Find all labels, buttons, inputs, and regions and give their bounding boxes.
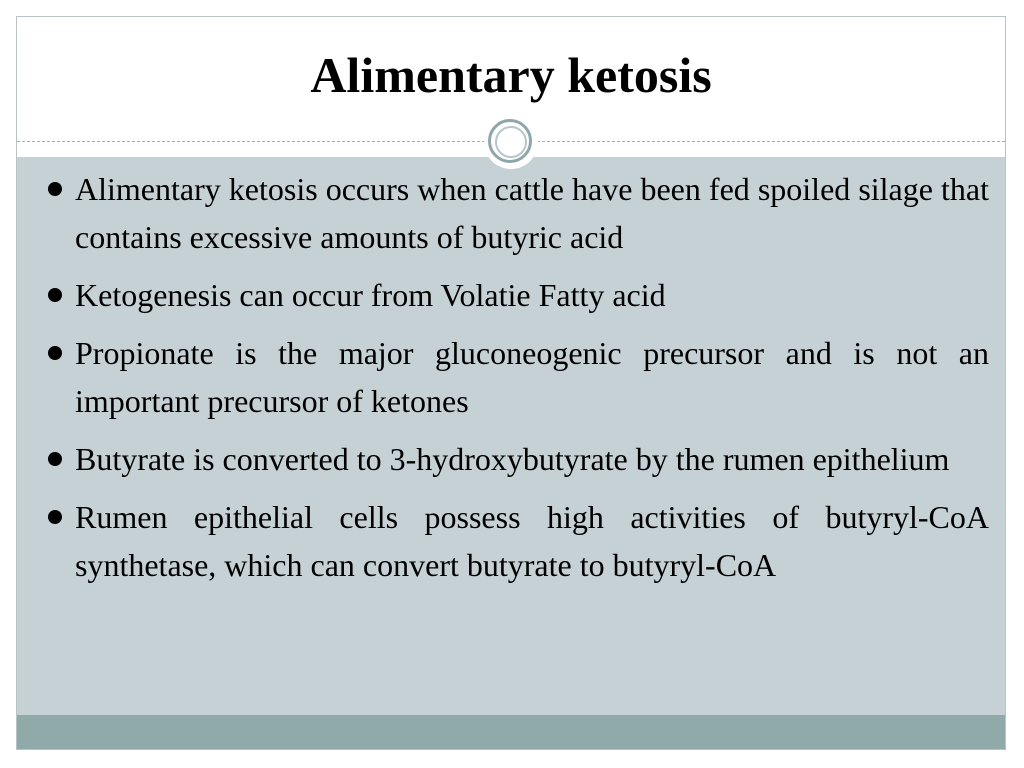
bullet-dot-icon: [48, 452, 62, 466]
bullet-item: [43, 435, 989, 483]
bullet-text: Ketogenesis can occur from Volatie Fatty acid: [75, 277, 666, 313]
bullet-item: [43, 329, 989, 425]
bullet-dot-icon: [48, 510, 62, 524]
bullet-dot-icon: [48, 346, 62, 360]
bullet-item: [43, 493, 989, 589]
footer-band: [17, 715, 1005, 749]
bullet-text: Propionate is the major gluconeogenic precursor and is not an important precursor of ketones: [75, 335, 989, 419]
bullet-item: [43, 271, 989, 319]
bullet-text: Butyrate is converted to 3-hydroxybutyrate by the rumen epithelium: [75, 441, 950, 477]
bullet-item: [43, 165, 989, 261]
bullet-text: Rumen epithelial cells possess high activities of butyryl-CoA synthetase, which can convert butyrate to butyryl-CoA: [75, 499, 989, 583]
slide-title: Alimentary ketosis: [310, 47, 712, 103]
bullet-text: Alimentary ketosis occurs when cattle have been fed spoiled silage that contains excessive amounts of butyric acid: [75, 171, 989, 255]
slide-frame: [16, 16, 1006, 750]
ornament-inner-ring: [495, 126, 527, 158]
bullet-list: [43, 165, 989, 599]
circle-ornament-icon: [484, 115, 538, 169]
bullet-dot-icon: [48, 288, 62, 302]
bullet-dot-icon: [48, 182, 62, 196]
